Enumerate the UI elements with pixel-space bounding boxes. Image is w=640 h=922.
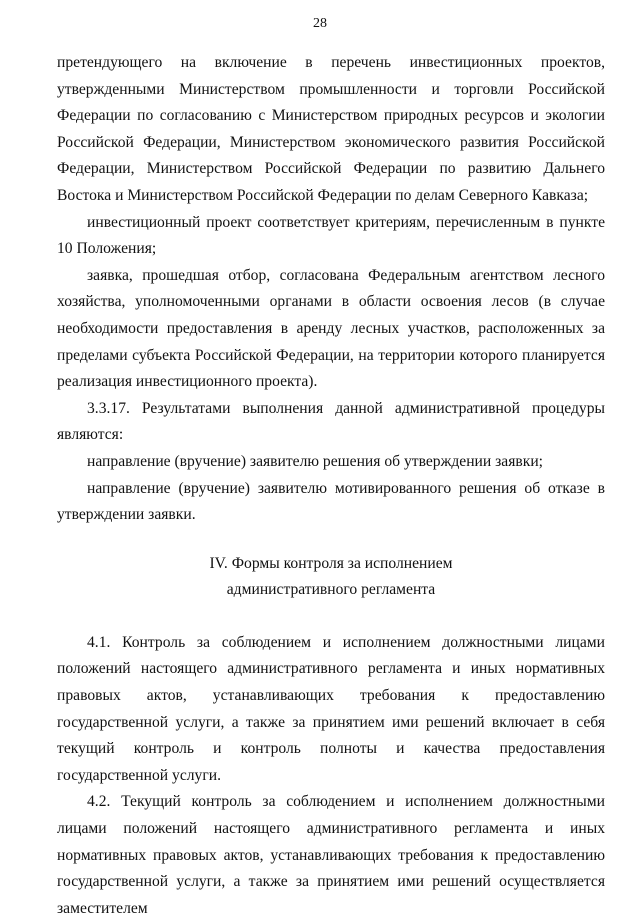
section-heading-line-2: административного регламента — [226, 581, 436, 599]
paragraph-approval: заявка, прошедшая отбор, согласована Федеральным агентством лесного хозяйства, уполномоченными органами в области освоения лесов (в случае необходимости предоставления в аренду лесных участков, расположенных за пределами субъекта Российской Федерации, на территории которого планируется реализация инвестиционного проекта). — [57, 266, 605, 391]
paragraph-4-2: 4.2. Текущий контроль за соблюдением и исполнением должностными лицами положений настоящего административного регламента и иных нормативных правовых актов, устанавливающих требования к предоставлению государственной услуги, а также за принятием ими решений осуществляется заместителем — [57, 793, 605, 917]
document-body — [57, 50, 605, 922]
paragraph-continuation: претендующего на включение в перечень инвестиционных проектов, утвержденными Министерством промышленности и торговли Российской Федерации по согласованию с Министерством природных ресурсов и экологии Российской Федерации, Министерством экономического развития Российской Федерации, Министерством Российской Федерации по развитию Дальнего Востока и Министерством Российской Федерации по делам Северного Кавказа; — [57, 54, 605, 204]
paragraph-result-refusal: направление (вручение) заявителю мотивированного решения об отказе в утверждении заявки. — [57, 479, 605, 524]
page-number: 28 — [313, 16, 327, 31]
paragraph-criteria: инвестиционный проект соответствует критериям, перечисленным в пункте 10 Положения; — [57, 213, 605, 258]
paragraph-result-approval: направление (вручение) заявителю решения об утверждении заявки; — [87, 452, 544, 470]
paragraph-4-1: 4.1. Контроль за соблюдением и исполнением должностными лицами положений настоящего административного регламента и иных нормативных правовых актов, устанавливающих требования к предоставлению государственной услуги, а также за принятием ими решений включает в себя текущий контроль и контроль полноты и качества предоставления государственной услуги. — [57, 633, 605, 784]
paragraph-3-3-17: 3.3.17. Результатами выполнения данной административной процедуры являются: — [57, 399, 605, 444]
section-heading-line-1: IV. Формы контроля за исполнением — [209, 554, 453, 572]
